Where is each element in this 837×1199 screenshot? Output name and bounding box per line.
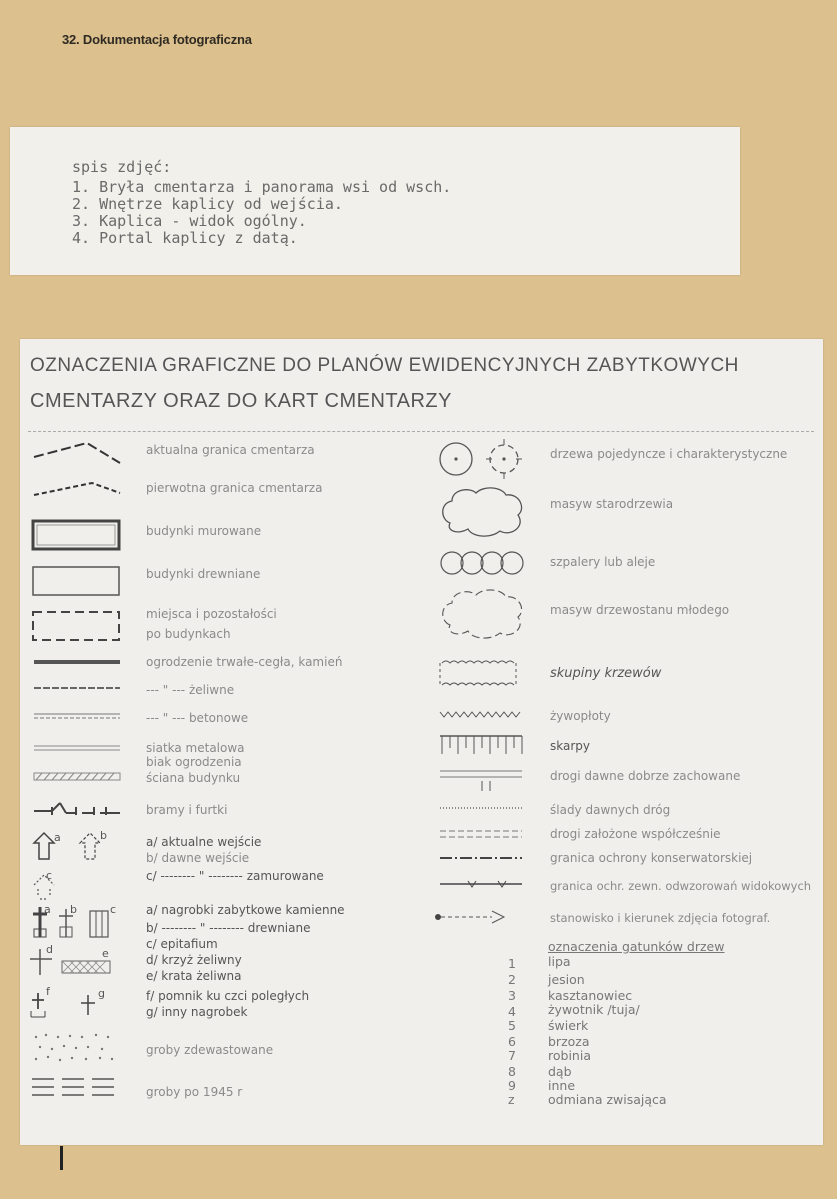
legend-left-label: aktualna granica cmentarza bbox=[146, 443, 315, 457]
young-trees-mass-icon bbox=[438, 585, 528, 643]
page-edge-mark bbox=[60, 1146, 63, 1170]
legend-title-line2: CMENTARZY ORAZ DO KART CMENTARZY bbox=[30, 390, 452, 412]
legend-right-label: granica ochrony konserwatorskiej bbox=[550, 851, 753, 865]
species-header: oznaczenia gatunków drzew bbox=[548, 939, 725, 954]
single-tree-icon bbox=[438, 437, 528, 481]
legend-right-label: skarpy bbox=[550, 739, 590, 753]
species-number: 9 bbox=[508, 1078, 516, 1093]
legend-right-label: żywopłoty bbox=[550, 709, 611, 723]
building-wall-icon bbox=[32, 771, 124, 783]
photo-list bbox=[72, 179, 451, 247]
legend-right-label: drzewa pojedyncze i charakterystyczne bbox=[550, 447, 788, 461]
wire-fence-icon bbox=[32, 743, 124, 753]
species-name: robinia bbox=[548, 1048, 591, 1063]
hedge-icon bbox=[438, 707, 528, 721]
masonry-building-icon bbox=[31, 519, 123, 553]
fence-brick-icon bbox=[32, 657, 124, 667]
page-header: 32. Dokumentacja fotograficzna bbox=[62, 32, 252, 47]
legend-left-label: budynki murowane bbox=[146, 524, 262, 538]
legend-right-label: drogi założone współcześnie bbox=[550, 827, 721, 841]
legend-left-label: bramy i furtki bbox=[146, 803, 228, 817]
legend-left-label: po budynkach bbox=[146, 627, 231, 641]
gate-icon bbox=[32, 799, 124, 819]
legend-left-label: budynki drewniane bbox=[146, 567, 261, 581]
photo-list-item: 4. Portal kaplicy z datą. bbox=[72, 229, 298, 247]
tree-rows-icon bbox=[438, 549, 528, 577]
legend-left-label: siatka metalowa bbox=[146, 741, 245, 755]
species-number: 3 bbox=[508, 988, 516, 1003]
wooden-building-icon bbox=[31, 565, 123, 599]
letter-c: c bbox=[46, 869, 53, 882]
legend-right-label: ślady dawnych dróg bbox=[550, 803, 671, 817]
species-number: 7 bbox=[508, 1048, 516, 1063]
old-roads-preserved-icon bbox=[438, 767, 524, 791]
modern-roads-icon bbox=[438, 827, 524, 841]
escarpment-icon bbox=[438, 733, 524, 757]
species-number: 1 bbox=[508, 956, 516, 971]
species-number: 6 bbox=[508, 1034, 516, 1049]
legend-card bbox=[20, 339, 823, 1145]
building-remains-icon bbox=[31, 609, 123, 645]
legend-title-line1: OZNACZENIA GRAFICZNE DO PLANÓW EWIDENCYJNYCH ZABYTKOWYCH bbox=[30, 355, 739, 376]
photo-list-item: 3. Kaplica - widok ogólny. bbox=[72, 212, 307, 230]
legend-right-label: drogi dawne dobrze zachowane bbox=[550, 769, 741, 783]
letter-f: f bbox=[46, 985, 50, 998]
legend-left-label: c/ epitafium bbox=[146, 937, 218, 951]
legend-left-label: miejsca i pozostałości bbox=[146, 607, 277, 621]
species-name: żywotnik /tuja/ bbox=[548, 1002, 640, 1017]
letter-a2: a bbox=[44, 903, 51, 916]
legend-left-label: ogrodzenie trwałe-cegła, kamień bbox=[146, 655, 343, 669]
current-boundary-icon bbox=[32, 437, 124, 467]
species-name: dąb bbox=[548, 1064, 572, 1079]
species-number: z bbox=[508, 1092, 515, 1107]
old-trees-mass-icon bbox=[438, 483, 528, 539]
post-1945-graves-icon bbox=[30, 1075, 116, 1101]
fence-concrete-icon bbox=[32, 711, 124, 721]
legend-right-label: masyw drzewostanu młodego bbox=[550, 603, 730, 617]
legend-right-label: skupiny krzewów bbox=[550, 666, 662, 681]
legend-left-label: d/ krzyż żeliwny bbox=[146, 953, 242, 967]
species-name: odmiana zwisająca bbox=[548, 1092, 667, 1107]
species-number: 4 bbox=[508, 1004, 516, 1019]
legend-left-label: groby zdewastowane bbox=[146, 1043, 274, 1057]
devastated-graves-icon bbox=[30, 1031, 116, 1065]
species-name: jesion bbox=[548, 972, 585, 987]
legend-left-label: b/ dawne wejście bbox=[146, 851, 250, 865]
letter-d: d bbox=[46, 943, 53, 956]
letter-g: g bbox=[98, 987, 105, 1000]
legend-right-label: granica ochr. zewn. odwzorowań widokowych bbox=[550, 879, 812, 893]
legend-left-label: groby po 1945 r bbox=[146, 1085, 243, 1099]
photo-list-title: spis zdjęć: bbox=[72, 158, 172, 176]
epitaph-icon bbox=[88, 909, 112, 939]
old-roads-traces-icon bbox=[438, 803, 524, 813]
shrub-groups-icon bbox=[436, 657, 526, 693]
other-tombstone-icon bbox=[78, 991, 100, 1017]
fence-castiron-icon bbox=[32, 683, 124, 693]
legend-left-label: g/ inny nagrobek bbox=[146, 1005, 248, 1019]
species-name: brzoza bbox=[548, 1034, 590, 1049]
species-number: 5 bbox=[508, 1018, 516, 1033]
legend-left-label: biak ogrodzenia bbox=[146, 755, 242, 769]
legend-right-label: stanowisko i kierunek zdjęcia fotograf. bbox=[550, 911, 771, 925]
legend-right-label: masyw starodrzewia bbox=[550, 497, 674, 511]
species-name: świerk bbox=[548, 1018, 589, 1033]
legend-left-label: --- " --- żeliwne bbox=[146, 683, 235, 697]
species-name: inne bbox=[548, 1078, 576, 1093]
legend-left-label: a/ nagrobki zabytkowe kamienne bbox=[146, 903, 345, 917]
legend-left-label: e/ krata żeliwna bbox=[146, 969, 242, 983]
castiron-grate-icon bbox=[60, 959, 114, 975]
original-boundary-icon bbox=[32, 477, 124, 499]
photo-list-card bbox=[10, 127, 740, 275]
letter-b: b bbox=[100, 829, 107, 842]
letter-e: e bbox=[102, 947, 109, 960]
legend-left-label: pierwotna granica cmentarza bbox=[146, 481, 323, 495]
legend-left-label: --- " --- betonowe bbox=[146, 711, 249, 725]
photo-list-item: 1. Bryła cmentarza i panorama wsi od wsch. bbox=[72, 178, 452, 196]
letter-b2: b bbox=[70, 903, 77, 916]
legend-left-label: b/ -------- " -------- drewniane bbox=[146, 921, 311, 935]
letter-c2: c bbox=[110, 903, 117, 916]
view-protection-boundary-icon bbox=[438, 877, 524, 891]
species-number: 2 bbox=[508, 972, 516, 987]
letter-a: a bbox=[54, 831, 61, 844]
legend-left-label: a/ aktualne wejście bbox=[146, 835, 262, 849]
legend-left-label: f/ pomnik ku czci poległych bbox=[146, 989, 310, 1003]
photo-position-icon bbox=[432, 907, 522, 927]
legend-divider bbox=[28, 431, 814, 432]
species-name: lipa bbox=[548, 954, 571, 969]
photo-list-item: 2. Wnętrze kaplicy od wejścia. bbox=[72, 195, 343, 213]
legend-left-label: ściana budynku bbox=[146, 771, 241, 785]
species-name: kasztanowiec bbox=[548, 988, 633, 1003]
legend-right-label: szpalery lub aleje bbox=[550, 555, 656, 569]
species-number: 8 bbox=[508, 1064, 516, 1079]
entrance-walled-icon bbox=[30, 873, 60, 901]
conservation-boundary-icon bbox=[438, 853, 524, 863]
legend-left-label: c/ -------- " -------- zamurowane bbox=[146, 869, 324, 883]
